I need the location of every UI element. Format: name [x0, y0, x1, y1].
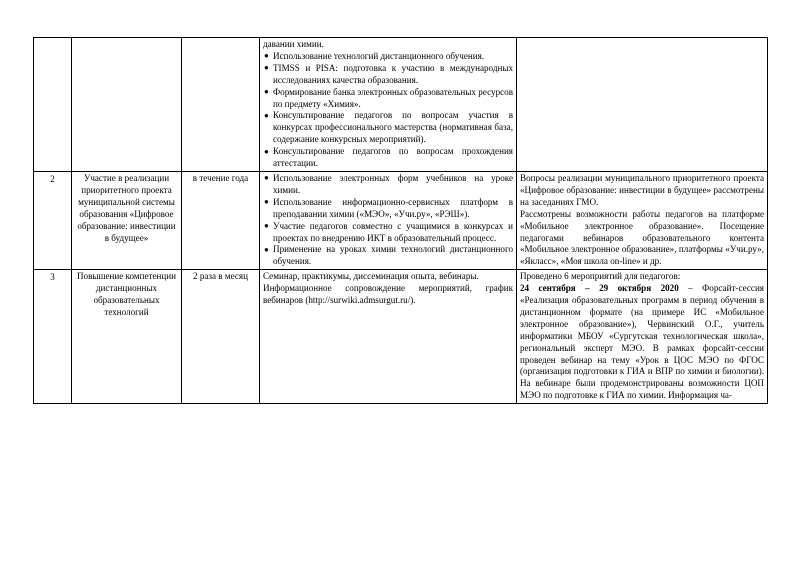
row-number: 3 [50, 272, 55, 283]
row-name-cell [72, 270, 182, 404]
result-event-entry [520, 283, 764, 402]
content-bullet-text: Использование электронных форм учебников на уроке химии. [273, 172, 513, 195]
content-bullet-text: Консультирование педагогов по вопросам прохождения аттестации. [273, 146, 513, 169]
row-term: 2 раза в месяц [193, 271, 248, 282]
bullet-icon: ● [264, 173, 269, 183]
content-bullet-text: Участие педагогов совместно с учащимися в конкурсах и проектах по внедрению ИКТ в образовательный процесс. [273, 220, 513, 243]
content-bullet-text: Применение на уроках химии технологий дистанционного обучения. [273, 244, 513, 267]
content-bullet-text: Использование информационно-сервисных платформ в преподавании химии («МЭО», «Учи.ру», «РЭШ»). [273, 196, 513, 219]
row-term: в течение года [192, 172, 249, 183]
result-paragraph: Вопросы реализации муниципального приоритетного проекта «Цифровое образование: инвестиции в будущее» рассмотрены на заседаниях ГМО. [520, 172, 764, 207]
row-number-cell [34, 38, 72, 172]
activity-plan-table [33, 37, 768, 404]
result-intro: Проведено 6 мероприятий для педагогов: [520, 271, 681, 282]
bullet-icon: ● [264, 221, 269, 231]
content-bullet-item [263, 146, 513, 170]
bullet-icon: ● [264, 110, 269, 120]
table-row [34, 171, 768, 269]
bullet-icon: ● [264, 244, 269, 254]
bullet-icon: ● [264, 87, 269, 97]
content-paragraph: Информационное сопровождение мероприятий, график вебинаров (http://surwiki.admsurgut.ru/). [263, 283, 513, 306]
row-number: 2 [50, 173, 55, 184]
content-bullet-item [263, 87, 513, 111]
bullet-icon: ● [264, 63, 269, 73]
row-result-cell [517, 38, 768, 172]
row-number-cell [34, 171, 72, 269]
row-name-cell [72, 171, 182, 269]
table-row [34, 270, 768, 404]
row-name: Участие в реализации приоритетного проекта муниципальной системы образования «Цифровое образование: инвестиции в будущее» [77, 172, 176, 243]
table-row [34, 38, 768, 172]
bullet-icon: ● [264, 51, 269, 61]
row-term-cell [182, 38, 260, 172]
row-name-cell [72, 38, 182, 172]
content-bullet-text: Консультирование педагогов по вопросам участия в конкурсах профессионального мастерства (нормативная база, содержание конкурсных мероприятий). [273, 110, 513, 145]
content-bullet-item [263, 197, 513, 221]
result-paragraph: Рассмотрены возможности работы педагогов на платформе «Мобильное электронное образование». Посещение педагогами вебинаров образовательного контента «Мобильное электронное образование», платформы «Учи.ру», «Якласс», «Моя школа on-line» и др. [520, 208, 764, 267]
row-content-cell [260, 171, 517, 269]
row-result-cell [517, 270, 768, 404]
content-bullet-item [263, 110, 513, 146]
row-content-cell [260, 270, 517, 404]
content-bullet-text: Формирование банка электронных образовательных ресурсов по предмету «Химия». [273, 86, 513, 109]
content-bullet-item [263, 173, 513, 197]
result-event-date: 24 сентября – 29 октября 2020 [520, 283, 679, 294]
bullet-icon: ● [264, 146, 269, 156]
content-bullet-item [263, 63, 513, 87]
row-name: Повышение компетенции дистанционных образовательных технологий [76, 271, 177, 317]
content-continuation-line: давании химии. [263, 39, 324, 49]
bullet-icon: ● [264, 197, 269, 207]
content-bullet-item [263, 221, 513, 245]
content-paragraph: Семинар, практикумы, диссеминация опыта, вебинары. [263, 271, 479, 282]
row-content-cell [260, 38, 517, 172]
row-term-cell [182, 270, 260, 404]
content-bullet-text: TIMSS и PISA: подготовка к участию в международных исследованиях качества образования. [273, 62, 513, 85]
content-bullet-item [263, 51, 513, 63]
content-bullet-item [263, 244, 513, 268]
row-term-cell [182, 171, 260, 269]
content-bullet-text: Использование технологий дистанционного обучения. [273, 50, 485, 61]
row-result-cell [517, 171, 768, 269]
result-event-description: – Форсайт-сессия «Реализация образовательных программ в период обучения в дистанционном формате (на примере ИС «Мобильное электронное образование»), Червинский О.Г., учитель информатики МБОУ «Сургутская технологическая школа», региональный эксперт МЭО. В рамках форсайт-сессии проведен вебинар на тему «Урок в ЦОС МЭО по ФГОС (организация подготовки к ГИА и ВПР по химии и биологии). На вебинаре были продемонстрированы возможности ЦОП МЭО по подготовке к ГИА по химии. Информация ча- [520, 283, 764, 401]
row-number-cell [34, 270, 72, 404]
